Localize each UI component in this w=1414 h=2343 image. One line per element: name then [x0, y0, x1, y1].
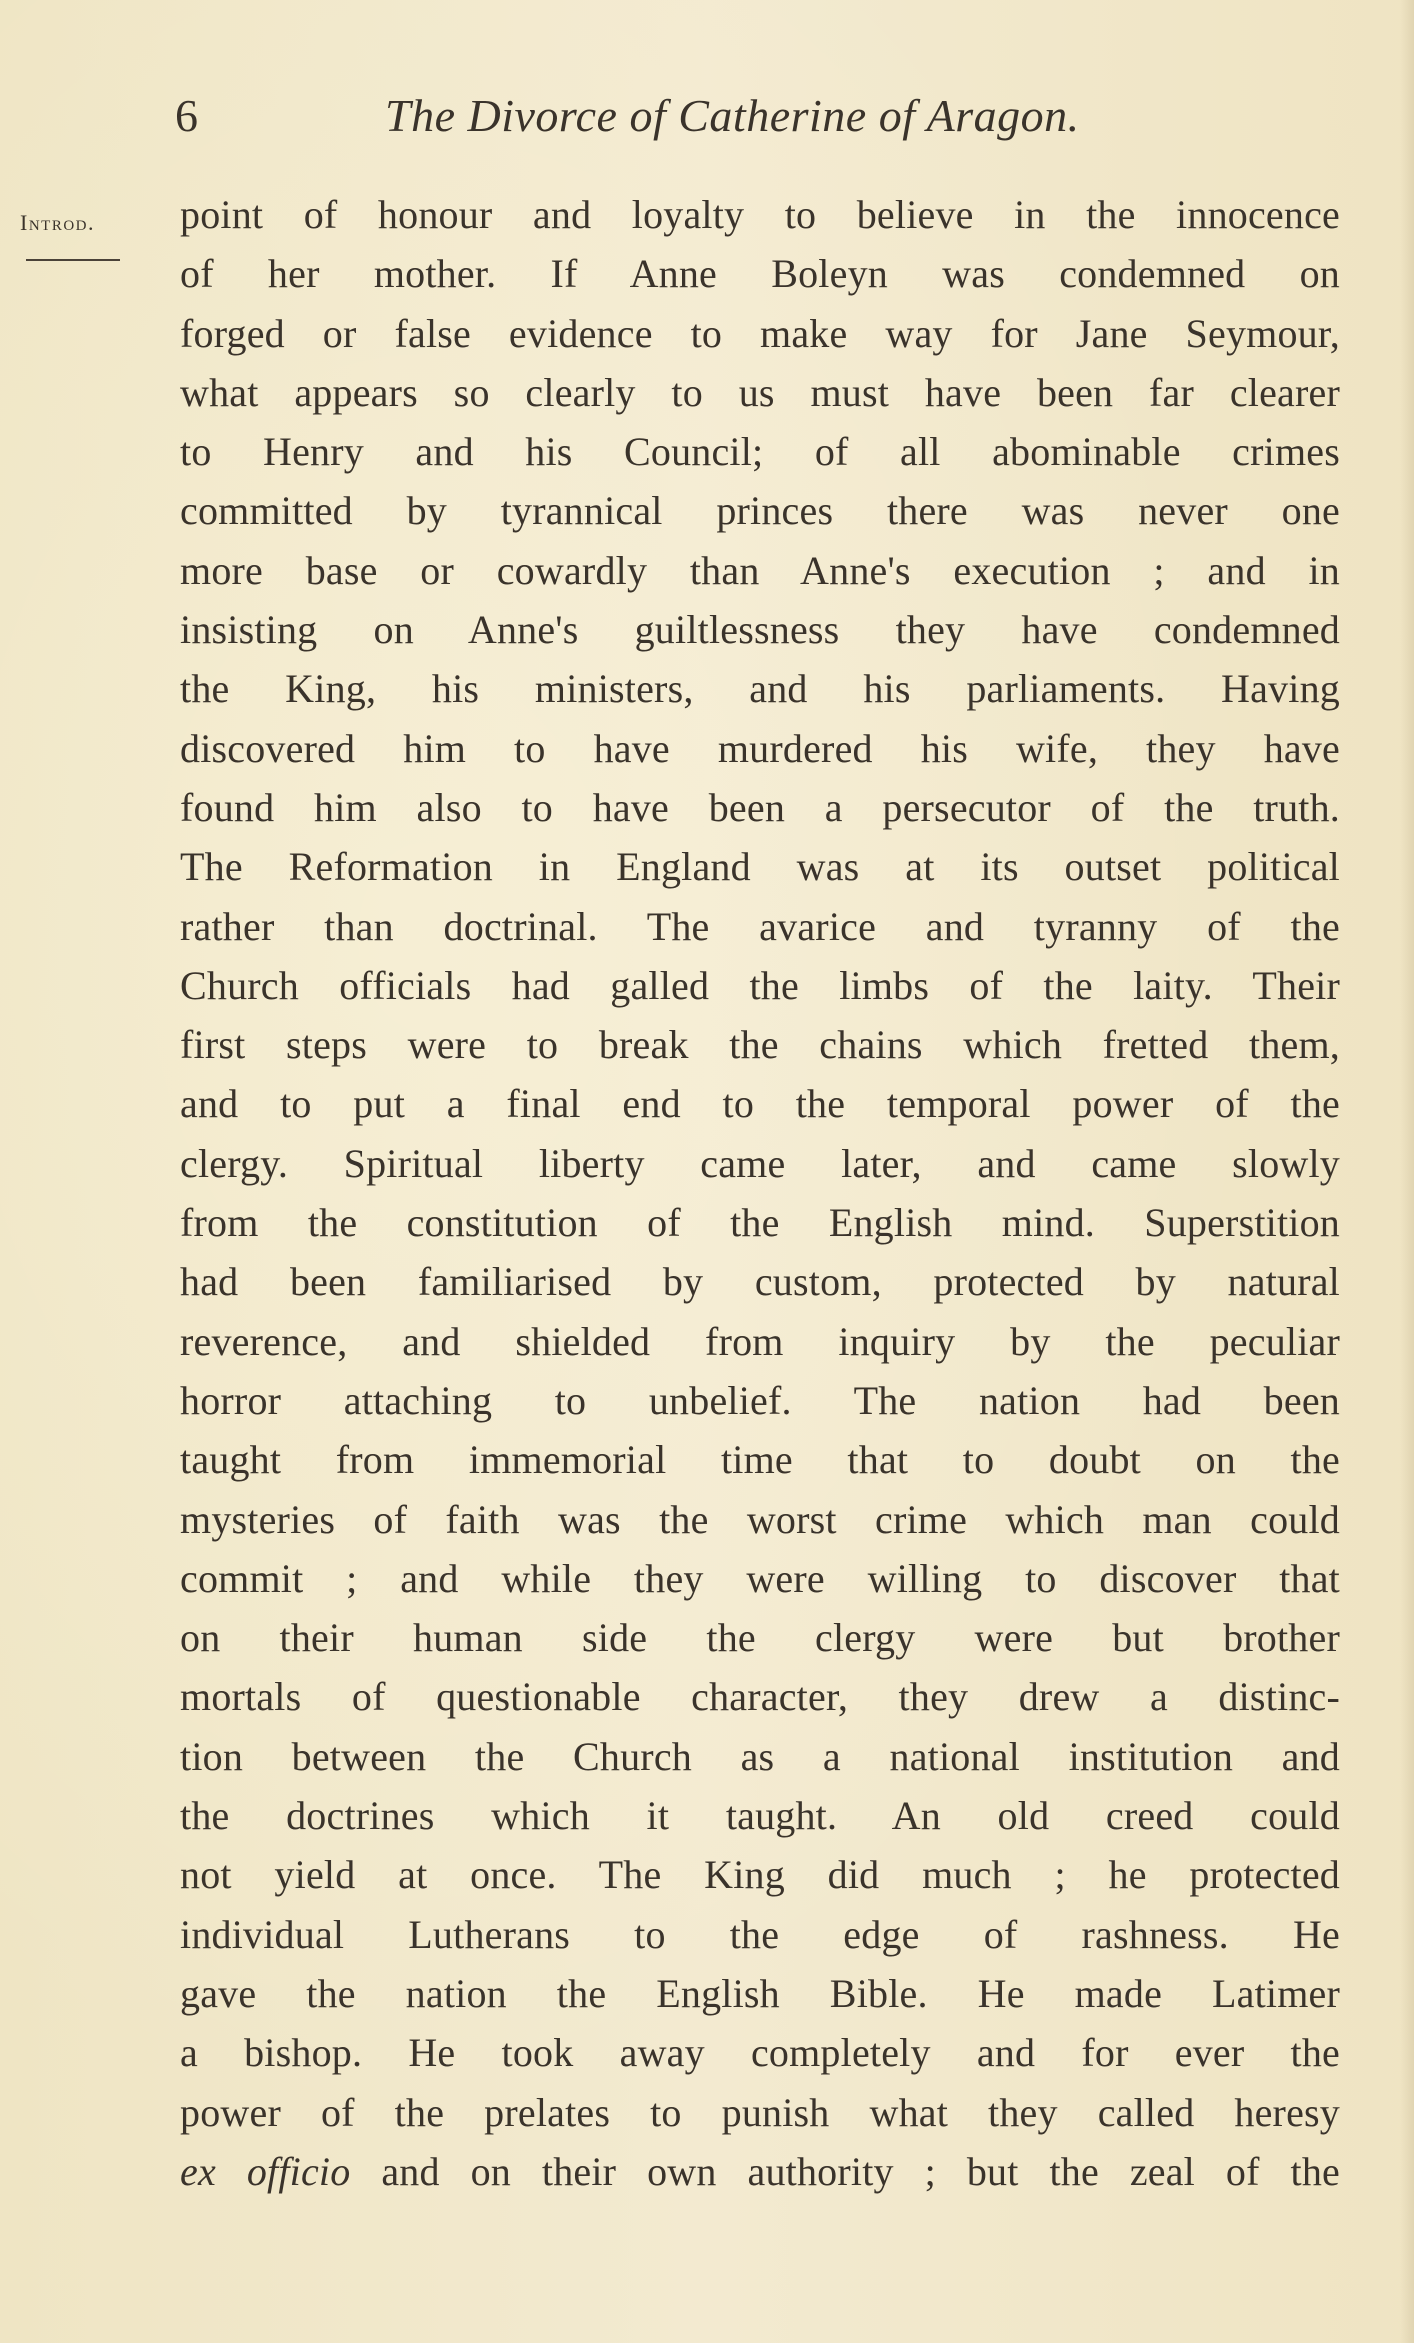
- text-line: Church officials had galled the limbs of the laity. Their: [180, 962, 1340, 1008]
- text-line: individual Lutherans to the edge of rashness. He: [180, 1911, 1340, 1957]
- text-line: insisting on Anne's guiltlessness they have condemned: [180, 607, 1340, 653]
- margin-rule: [26, 259, 120, 261]
- latin-phrase: ex officio: [180, 2148, 351, 2194]
- text-line: what appears so clearly to us must have been far clearer: [180, 369, 1340, 415]
- text-line: the doctrines which it taught. An old creed could: [180, 1793, 1340, 1839]
- text-line: The Reformation in England was at its outset political: [180, 844, 1340, 890]
- body-text: [180, 185, 1340, 2201]
- text-line: taught from immemorial time that to doubt on the: [180, 1437, 1340, 1483]
- text-line: horror attaching to unbelief. The nation had been: [180, 1377, 1340, 1423]
- text-line: tion between the Church as a national institution and: [180, 1733, 1340, 1779]
- text-line: and to put a final end to the temporal power of the: [180, 1081, 1340, 1127]
- text-line: the King, his ministers, and his parliaments. Having: [180, 666, 1340, 712]
- last-line-rest: and on their own authority ; but the zeal of the: [350, 2148, 1340, 2194]
- text-line: found him also to have been a persecutor of the truth.: [180, 784, 1340, 830]
- text-line: commit ; and while they were willing to discover that: [180, 1555, 1340, 1601]
- running-title: The Divorce of Catherine of Aragon.: [385, 90, 1080, 141]
- margin-note: [20, 205, 150, 261]
- text-line: gave the nation the English Bible. He made Latimer: [180, 1970, 1340, 2016]
- text-line: discovered him to have murdered his wife, they have: [180, 725, 1340, 771]
- text-line: point of honour and loyalty to believe in the innocence: [180, 192, 1340, 237]
- text-line: first steps were to break the chains which fretted them,: [180, 1022, 1340, 1068]
- page-edge-shadow: [1400, 0, 1414, 2343]
- text-line: not yield at once. The King did much ; he protected: [180, 1852, 1340, 1898]
- text-line: committed by tyrannical princes there was never one: [180, 488, 1340, 534]
- text-line: had been familiarised by custom, protected by natural: [180, 1259, 1340, 1305]
- text-line: to Henry and his Council; of all abominable crimes: [180, 429, 1340, 475]
- page-number: 6: [175, 90, 198, 141]
- text-line: a bishop. He took away completely and for ever the: [180, 2030, 1340, 2076]
- text-line: on their human side the clergy were but brother: [180, 1615, 1340, 1661]
- text-line: mysteries of faith was the worst crime which man could: [180, 1496, 1340, 1542]
- text-line: from the constitution of the English mind. Superstition: [180, 1200, 1340, 1246]
- margin-label: Introd.: [20, 210, 95, 235]
- text-line: rather than doctrinal. The avarice and tyranny of the: [180, 903, 1340, 949]
- text-line-last: [180, 2142, 1340, 2201]
- text-line: clergy. Spiritual liberty came later, and came slowly: [180, 1140, 1340, 1186]
- running-head: [0, 86, 1414, 146]
- text-line: power of the prelates to punish what they called heresy: [180, 2089, 1340, 2135]
- text-line: of her mother. If Anne Boleyn was condemned on: [180, 251, 1340, 297]
- text-line: forged or false evidence to make way for Jane Seymour,: [180, 310, 1340, 356]
- text-line: reverence, and shielded from inquiry by the peculiar: [180, 1318, 1340, 1364]
- text-line: more base or cowardly than Anne's execution ; and in: [180, 547, 1340, 593]
- text-line: mortals of questionable character, they drew a distinc-: [180, 1674, 1340, 1720]
